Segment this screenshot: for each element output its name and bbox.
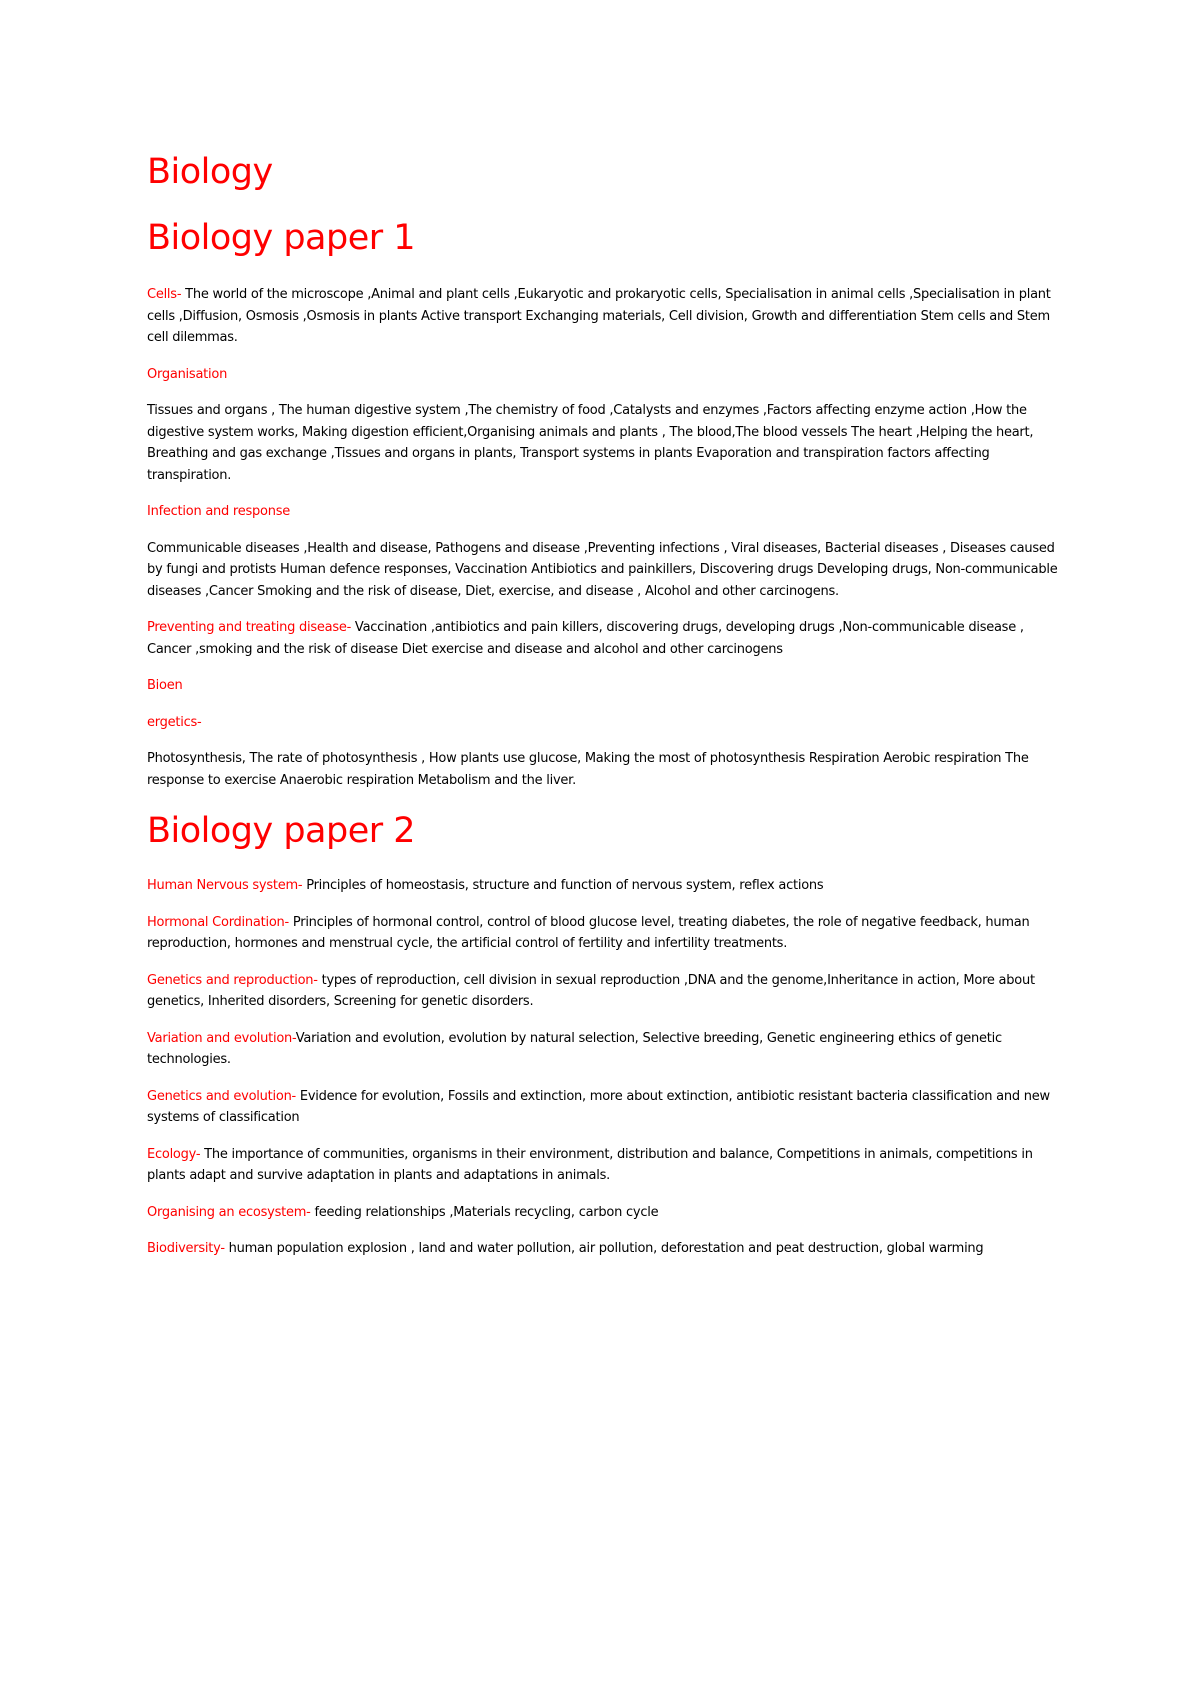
- cells-text: The world of the microscope ,Animal and plant cells ,Eukaryotic and prokaryotic cells, Specialisation in animal cells ,Specialisation in plant cells ,Diffusion, Osmosis ,Osmosis in plants Active transport Exchanging materials, Cell division, Growth and differentiation Stem cells and Stem cell dilemmas.: [147, 287, 1051, 345]
- paper-2-topics: [147, 875, 1067, 1260]
- topic-text: The importance of communities, organisms in their environment, distribution and balance, Competitions in animals, competitions in plants adapt and survive adaptation in plants and adaptations in animals.: [147, 1146, 1033, 1183]
- document-page: [147, 150, 1067, 1275]
- topic-label: Hormonal Cordination-: [147, 914, 289, 930]
- preventing-paragraph: [147, 617, 1067, 660]
- topic-text: Principles of hormonal control, control of blood glucose level, treating diabetes, the role of negative feedback, human reproduction, hormones and menstrual cycle, the artificial control of fertility and infertility treatments.: [147, 914, 1030, 951]
- organisation-text: Tissues and organs , The human digestive system ,The chemistry of food ,Catalysts and enzymes ,Factors affecting enzyme action ,How the digestive system works, Making digestion efficient,Organising animals and plants , The blood,The blood vessels The heart ,Helping the heart, Breathing and gas exchange ,Tissues and organs in plants, Transport systems in plants Evaporation and transpiration factors affecting transpiration.: [147, 403, 1034, 483]
- bioenergetics-text: Photosynthesis, The rate of photosynthesis , How plants use glucose, Making the most of photosynthesis Respiration Aerobic respiration The response to exercise Anaerobic respiration Metabolism and the liver.: [147, 751, 1029, 788]
- topic-label: Genetics and evolution-: [147, 1088, 296, 1104]
- document-title: Biology: [147, 152, 273, 192]
- topic-label: Ecology-: [147, 1146, 201, 1162]
- topic-paragraph: [147, 1202, 1067, 1224]
- topic-paragraph: [147, 1238, 1067, 1260]
- topic-text: human population explosion , land and water pollution, air pollution, deforestation and peat destruction, global warming: [224, 1241, 984, 1256]
- topic-text: Variation and evolution, evolution by natural selection, Selective breeding, Genetic engineering ethics of genetic technologies.: [147, 1030, 1002, 1067]
- preventing-label: Preventing and treating disease-: [147, 620, 352, 635]
- topic-text: types of reproduction, cell division in sexual reproduction ,DNA and the genome,Inheritance in action, More about genetics, Inherited disorders, Screening for genetic disorders.: [147, 972, 1035, 1009]
- topic-paragraph: [147, 970, 1067, 1013]
- bioenergetics-heading-part2: ergetics-: [147, 714, 202, 730]
- topic-text: Evidence for evolution, Fossils and extinction, more about extinction, antibiotic resistant bacteria classification and new systems of classification: [147, 1088, 1050, 1125]
- topic-label: Variation and evolution-: [147, 1030, 296, 1046]
- topic-label: Human Nervous system-: [147, 878, 303, 893]
- paper-2-heading: Biology paper 2: [147, 811, 416, 851]
- topic-paragraph: [147, 912, 1067, 955]
- topic-text: Principles of homeostasis, structure and function of nervous system, reflex actions: [302, 878, 824, 893]
- topic-text: feeding relationships ,Materials recycling, carbon cycle: [310, 1204, 659, 1220]
- topic-paragraph: [147, 875, 1067, 897]
- preventing-text: Vaccination ,antibiotics and pain killers, discovering drugs, developing drugs ,Non-communicable disease , Cancer ,smoking and the risk of disease Diet exercise and disease and alcohol and other carcinogens: [147, 620, 1024, 657]
- topic-paragraph: [147, 1086, 1067, 1129]
- topic-paragraph: [147, 1028, 1067, 1071]
- infection-text: Communicable diseases ,Health and disease, Pathogens and disease ,Preventing infections , Viral diseases, Bacterial diseases , Diseases caused by fungi and protists Human defence responses, Vaccination Antibiotics and painkillers, Discovering drugs Developing drugs, Non-communicable diseases ,Cancer Smoking and the risk of disease, Diet, exercise, and disease , Alcohol and other carcinogens.: [147, 540, 1058, 599]
- topic-label: Biodiversity-: [147, 1241, 225, 1256]
- paper-1-heading: Biology paper 1: [147, 218, 416, 258]
- topic-paragraph: [147, 1144, 1067, 1187]
- cells-paragraph: [147, 284, 1067, 349]
- topic-label: Organising an ecosystem-: [147, 1204, 311, 1220]
- bioenergetics-heading-part1: Bioen: [147, 678, 183, 693]
- cells-label: Cells-: [147, 287, 182, 302]
- organisation-heading: Organisation: [147, 366, 228, 382]
- topic-label: Genetics and reproduction-: [147, 972, 318, 988]
- infection-heading: Infection and response: [147, 504, 290, 519]
